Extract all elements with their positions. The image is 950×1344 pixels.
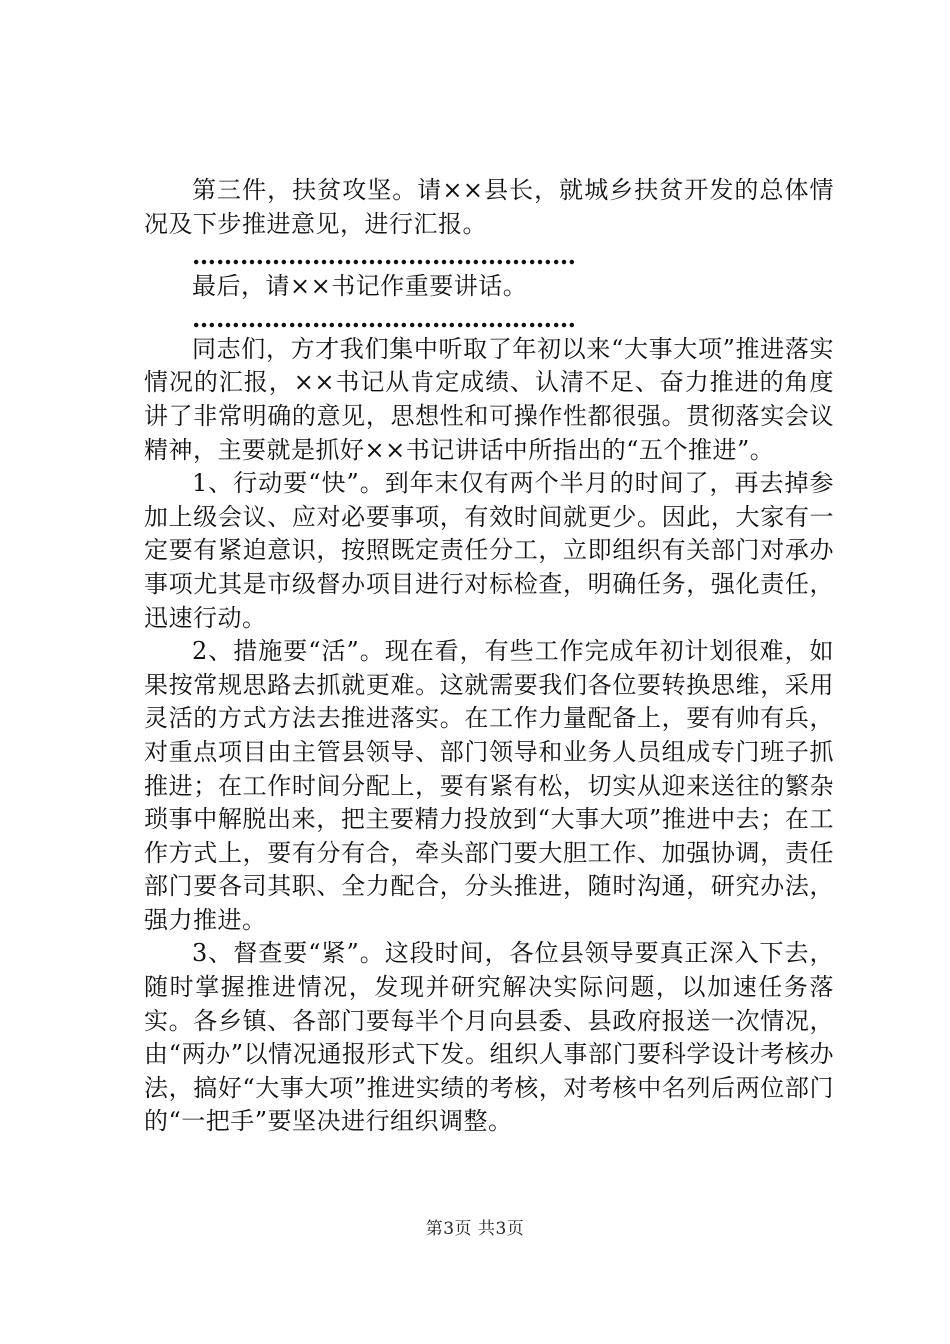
paragraph-point-2: 2、措施要“活”。现在看，有些工作完成年初计划很难，如果按常规思路去抓就更难。这就需要我们各位要转换思维，采用灵活的方式方法去推进落实。在工作力量配备上，要有帅有兵，对重点项目由主管县领导、部门领导和业务人员组成专门班子抓推进；在工作时间分配上，要有紧有松，切实从迎来送往的繁杂琐事中解脱出来，把主要精力投放到“大事大项”推进中去；在工作方式上，要有分有合，牵头部门要大胆工作、加强协调，责任部门要各司其职、全力配合，分头推进，随时沟通，研究办法，强力推进。 <box>144 637 834 934</box>
ellipsis-separator: ………………………………………… <box>192 303 576 333</box>
paragraph-point-3: 3、督查要“紧”。这段时间，各位县领导要真正深入下去，随时掌握推进情况，发现并研究解决实际问题，以加速任务落实。各乡镇、各部门要每半个月向县委、县政府报送一次情况，由“两办”以情况通报形式下发。组织人事部门要科学设计考核办法，搞好“大事大项”推进实绩的考核，对考核中名列后两位部门的“一把手”要坚决进行组织调整。 <box>144 939 834 1136</box>
paragraph-point-1: 1、行动要“快”。到年末仅有两个半月的时间了，再去掉参加上级会议、应对必要事项，有效时间就更少。因此，大家有一定要有紧迫意识，按照既定责任分工，立即组织有关部门对承办事项尤其是市级督办项目进行对标检查，明确任务，强化责任，迅速行动。 <box>144 469 834 632</box>
paragraph-secretary-speech: 最后，请××书记作重要讲话。 <box>192 272 528 301</box>
ellipsis-separator: ………………………………………… <box>192 241 576 271</box>
page-footer: 第3页 共3页 <box>425 1219 525 1239</box>
paragraph-poverty-report: 第三件，扶贫攻坚。请××县长，就城乡扶贫开发的总体情况及下步推进意见，进行汇报。 <box>144 176 834 238</box>
document-body <box>144 174 834 1139</box>
paragraph-summary: 同志们，方才我们集中听取了年初以来“大事大项”推进落实情况的汇报，××书记从肯定成绩、认清不足、奋力推进的角度讲了非常明确的意见，思想性和可操作性都很强。贯彻落实会议精神，主要就是抓好××书记讲话中所指出的“五个推进”。 <box>144 334 834 464</box>
